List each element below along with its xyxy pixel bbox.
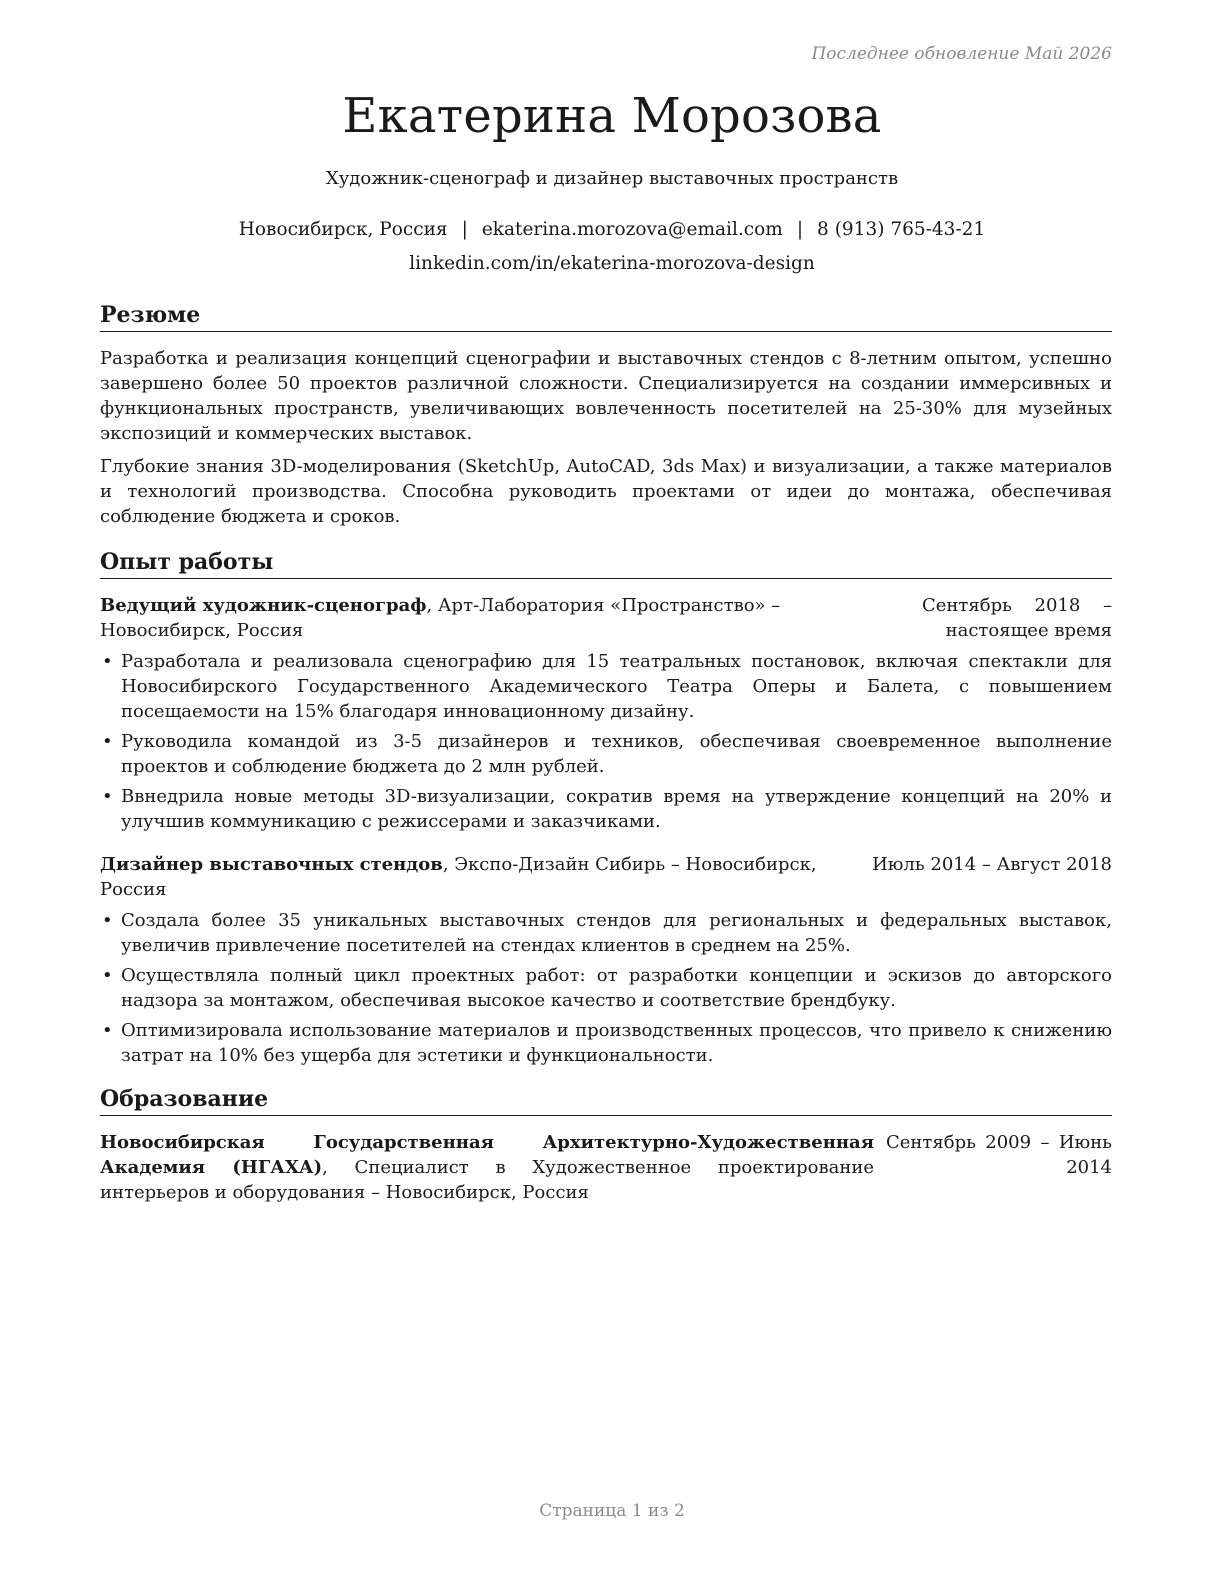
bullet-text: Осуществляла полный цикл проектных работ: от разработки концепции и эскизов до авторского надзора за монтажом, обеспечивая высокое качество и соответствие брендбуку. [121,965,1112,1011]
location: Новосибирск, Россия [238,219,448,240]
list-item [100,649,1112,724]
resume-content [100,300,1112,1205]
job-entry [100,593,1112,834]
separator: | [796,219,804,240]
list-item [100,963,1112,1013]
education-entry [100,1130,1112,1205]
summary-section [100,300,1112,529]
job-dates: Июль 2014 – Август 2018 [872,854,1112,875]
phone: 8 (913) 765-43-21 [817,219,986,240]
list-item [100,908,1112,958]
job-bullets [100,908,1112,1068]
bullet-text: Оптимизировала использование материалов и производственных процессов, что привело к снижению затрат на 10% без ущерба для эстетики и функциональности. [121,1020,1112,1066]
candidate-name: Екатерина Морозова [342,88,882,144]
job-bullets [100,649,1112,834]
experience-section [100,547,1112,1068]
education-institution: Новосибирская Государственная Архитектурно-Художественная Академия (НГАХА) [100,1132,874,1178]
email-link[interactable]: ekaterina.morozova@email.com [481,219,783,240]
bullet-icon: • [102,731,113,752]
list-item [100,784,1112,834]
job-entry [100,852,1112,1068]
bullet-icon: • [102,786,113,807]
job-position: Дизайнер выставочных стендов [100,854,443,875]
list-item [100,1018,1112,1068]
bullet-icon: • [102,910,113,931]
education-section [100,1084,1112,1205]
section-title-education: Образование [100,1084,1112,1116]
job-position: Ведущий художник-сценограф [100,595,427,616]
bullet-icon: • [102,1020,113,1041]
bullet-icon: • [102,651,113,672]
job-header [100,593,1112,643]
bullet-text: Разработала и реализовала сценографию для 15 театральных постановок, включая спектакли для Новосибирского Государственного Академического Театра Оперы и Балета, с повышением посещаемости на 15% благодаря инновационному дизайну. [121,651,1112,722]
page-number: Страница 1 из 2 [539,1501,685,1521]
education-dates: Сентябрь 2009 – Июнь 2014 [886,1132,1112,1178]
education-details: , Специалист в Художественное проектирование интерьеров и оборудования – Новосибирск, Россия [100,1157,874,1203]
linkedin-link[interactable]: linkedin.com/in/ekaterina-morozova-design [409,253,815,274]
summary-paragraph: Разработка и реализация концепций сценографии и выставочных стендов с 8-летним опытом, успешно завершено более 50 проектов различной сложности. Специализируется на создании иммерсивных и функциональных пространств, увеличивающих вовлеченность посетителей на 25-30% для музейных экспозиций и коммерческих выставок. [100,348,1112,444]
separator: | [461,219,468,240]
bullet-text: Создала более 35 уникальных выставочных стендов для региональных и федеральных выставок, увеличив привлечение посетителей на стендах клиентов в среднем на 25%. [121,910,1112,956]
last-updated: Последнее обновление Май 2026 [811,44,1112,64]
job-header [100,852,1112,902]
section-title-experience: Опыт работы [100,547,1112,579]
contact-line [0,219,1224,240]
job-details: , Арт-Лаборатория «Пространство» – Новосибирск, Россия [100,595,781,641]
summary-paragraph: Глубокие знания 3D-моделирования (SketchUp, AutoCAD, 3ds Max) и визуализации, а также материалов и технологий производства. Способна руководить проектами от идеи до монтажа, обеспечивая соблюдение бюджета и сроков. [100,456,1112,527]
section-title-summary: Резюме [100,300,1112,332]
bullet-icon: • [102,965,113,986]
candidate-subtitle: Художник-сценограф и дизайнер выставочных пространств [325,168,899,189]
list-item [100,729,1112,779]
bullet-text: Руководила командой из 3-5 дизайнеров и техников, обеспечивая своевременное выполнение проектов и соблюдение бюджета до 2 млн рублей. [121,731,1112,777]
job-details: , Экспо-Дизайн Сибирь – Новосибирск, Россия [100,854,817,900]
bullet-text: Ввнедрила новые методы 3D-визуализации, сократив время на утверждение концепций на 20% и улучшив коммуникацию с режиссерами и заказчиками. [121,786,1112,832]
job-dates: Сентябрь 2018 – настоящее время [922,595,1112,641]
